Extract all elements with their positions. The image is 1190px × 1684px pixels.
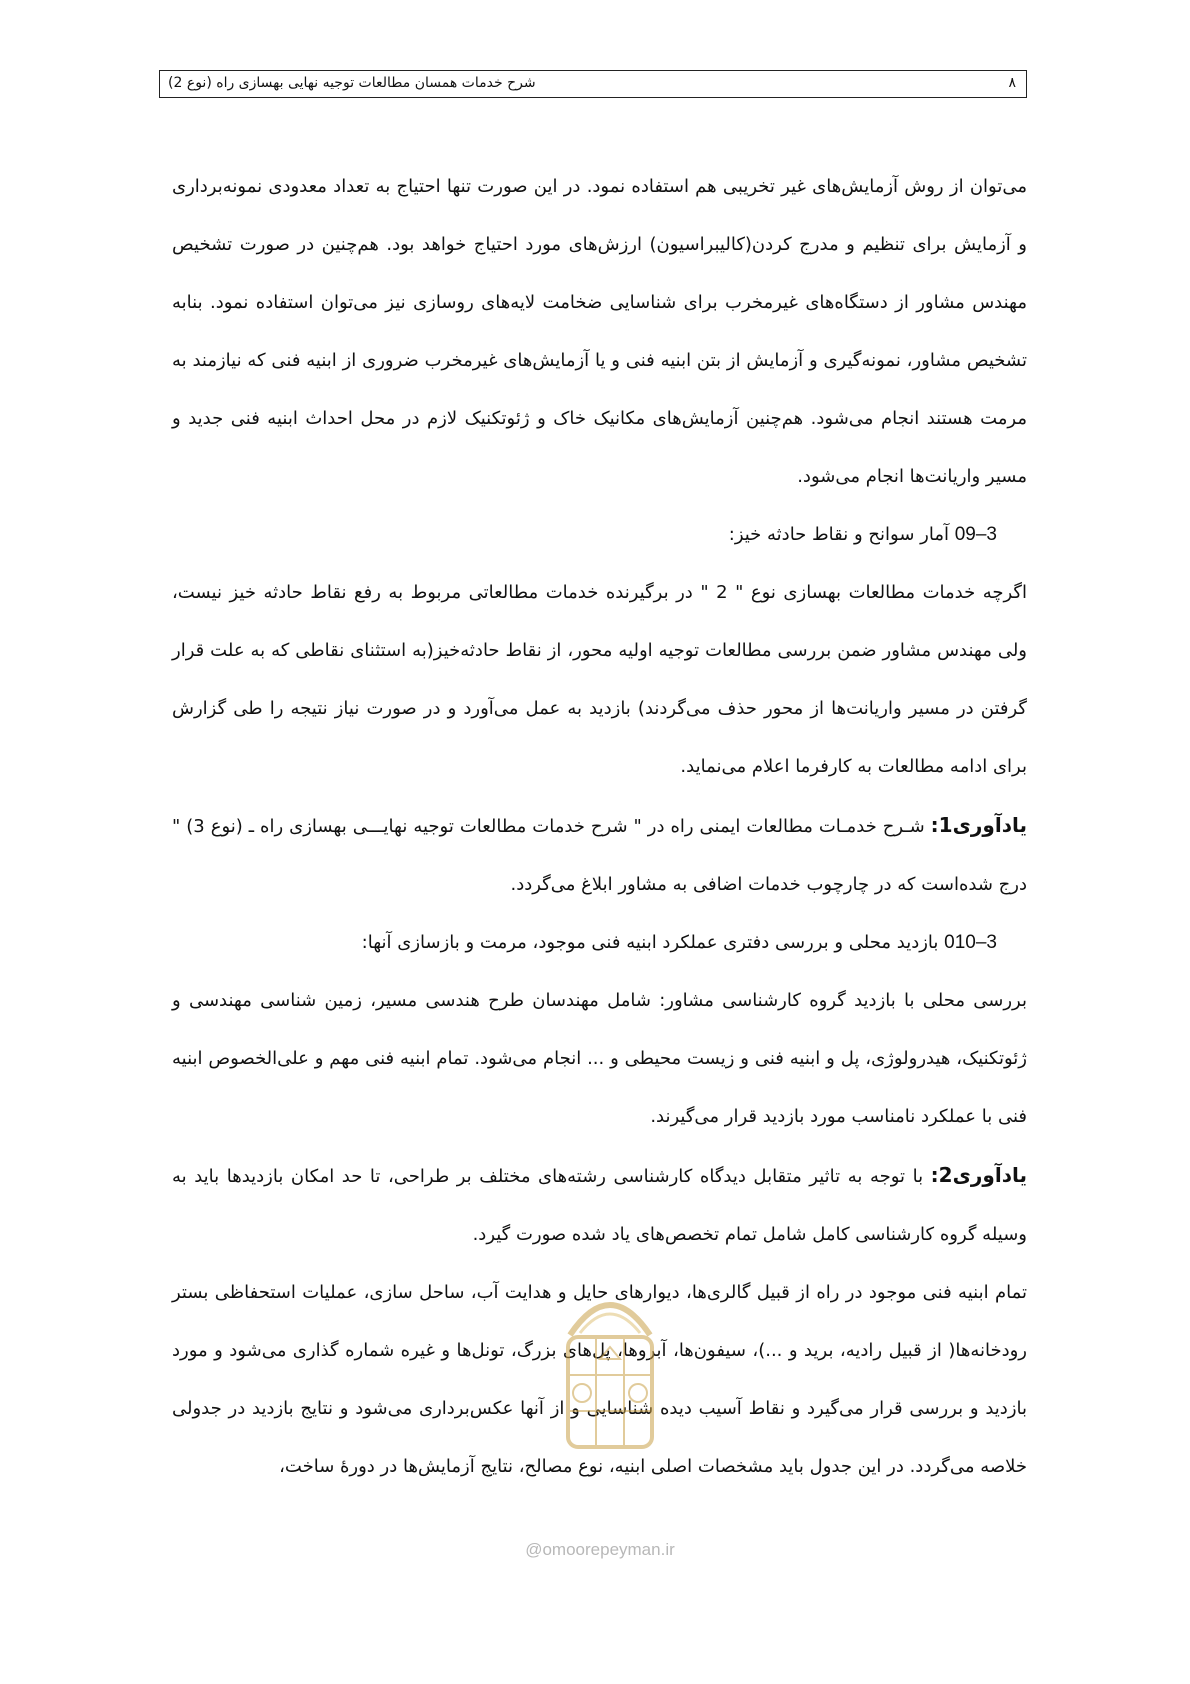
section-number: 3–09 — [954, 524, 997, 545]
section-heading-3-010 — [172, 914, 1027, 972]
section-number: 3–010 — [944, 932, 997, 953]
note-2 — [172, 1146, 1027, 1264]
watermark-logo — [550, 1275, 670, 1465]
paragraph-2: اگرچه خدمات مطالعات بهسازی نوع " 2 " در برگیرنده خدمات مطالعاتی مربوط به رفع نقاط حادثه خیز نیست، ولی مهندس مشاور ضمن بررسی مطالعات توجیه اولیه محور، از نقاط حادثه‌خیز(به استثنای نقاطی که به علت قرار گرفتن در مسیر واریانت‌ها از محور حذف می‌گردند) بازدید به عمل می‌آورد و در صورت نیاز نتیجه را طی گزارش برای ادامه مطالعات به کارفرما اعلام می‌نماید. — [172, 582, 1027, 777]
page-header — [159, 70, 1027, 98]
watermark-emblem-icon — [550, 1275, 670, 1465]
page-number: ۸ — [1008, 75, 1016, 91]
header-title: شرح خدمات همسان مطالعات توجیه نهایی بهسازی راه (نوع 2) — [168, 75, 536, 91]
paragraph-4: تمام ابنیه فنی موجود در راه از قبیل گالری‌ها، دیوارهای حایل و هدایت آب، ساحل سازی، عملیات استحفاظی بستر رودخانه‌ها( از قبیل رادیه، برید و ...)، سیفون‌ها، آبروها، پل‌های بزرگ، تونل‌ها و غیره شماره گذاری می‌شود و مورد بازدید و بررسی قرار می‌گیرد و نقاط آسیب دیده شناسایی و از آنها عکس‌برداری می‌شود و نتایج بازدید در جدولی خلاصه می‌گردد. در این جدول باید مشخصات اصلی ابنیه، نوع مصالح، نتایج آزمایش‌ها در دورهٔ ساخت، — [172, 1282, 1027, 1477]
paragraph-3: بررسی محلی با بازدید گروه کارشناسی مشاور: شامل مهندسان طرح هندسی مسیر، زمین شناسی مهندسی و ژئوتکنیک، هیدرولوژی، پل و ابنیه فنی و زیست محیطی و ... انجام می‌شود. تمام ابنیه فنی مهم و علی‌الخصوص ابنیه فنی با عملکرد نامناسب مورد بازدید قرار می‌گیرند. — [172, 990, 1027, 1127]
section-title: آمار سوانح و نقاط حادثه خیز: — [728, 524, 949, 545]
section-heading-3-09 — [172, 506, 1027, 564]
section-title: بازدید محلی و بررسی دفتری عملکرد ابنیه فنی موجود، مرمت و بازسازی آنها: — [361, 932, 939, 953]
watermark-site: @omoorepeyman.ir — [525, 1540, 675, 1559]
note-text: با توجه به تاثیر متقابل دیدگاه کارشناسی رشته‌های مختلف بر طراحی، تا حد امکان بازدیدها باید به وسیله گروه کارشناسی کامل شامل تمام تخصص‌های یاد شده صورت گیرد. — [172, 1166, 1027, 1245]
note-label: یادآوری2: — [930, 1163, 1027, 1187]
paragraph-1: می‌توان از روش آزمایش‌های غیر تخریبی هم استفاده نمود. در این صورت تنها احتیاج به تعداد معدودی نمونه‌برداری و آزمایش برای تنظیم و مدرج کردن(کالیبراسیون) ارزش‌های مورد احتیاج خواهد بود. هم‌چنین در صورت تشخیص مهندس مشاور از دستگاه‌های غیرمخرب برای شناسایی ضخامت لایه‌های روسازی نیز می‌توان استفاده نمود. بنابه تشخیص مشاور، نمونه‌گیری و آزمایش از بتن ابنیه فنی و یا آزمایش‌های غیرمخرب ضروری از ابنیه فنی که نیازمند به مرمت هستند انجام می‌شود. هم‌چنین آزمایش‌های مکانیک خاک و ژئوتکنیک لازم در محل احداث ابنیه فنی جدید و مسیر واریانت‌ها انجام می‌شود. — [172, 176, 1027, 487]
note-1 — [172, 796, 1027, 914]
note-text: شـرح خدمـات مطالعات ایمنی راه در " شرح خدمات مطالعات توجیه نهایـــی بهسازی راه ـ (نوع 3) " درج شده‌است که در چارچوب خدمات اضافی به مشاور ابلاغ می‌گردد. — [172, 816, 1027, 895]
note-label: یادآوری1: — [930, 813, 1027, 837]
